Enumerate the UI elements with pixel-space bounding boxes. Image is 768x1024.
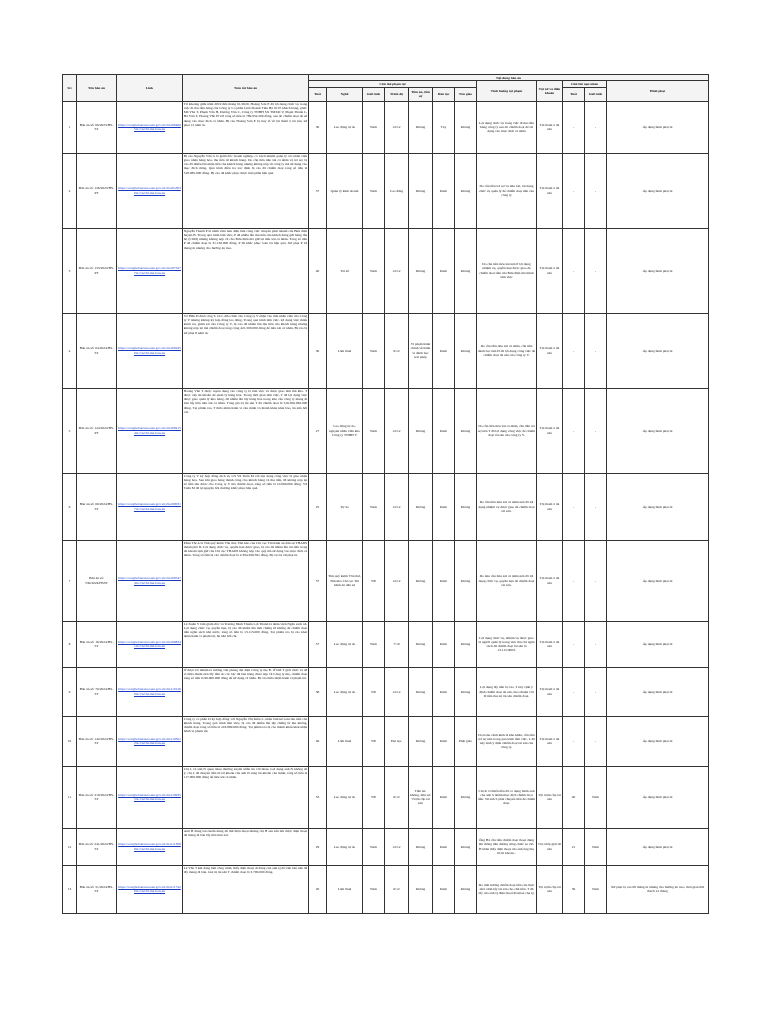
- cell-education: 6/12: [385, 865, 409, 913]
- header-victim: Chủ thể nạn nhân: [563, 81, 607, 87]
- cell-penalty: Áp dụng hình phạt tù: [607, 313, 709, 388]
- cell-victim-gender: -: [585, 473, 607, 540]
- table-row: [63, 540, 709, 621]
- cell-record: Vi phạm hành chính về hành vi đánh bạc trái phép: [409, 313, 433, 388]
- cell-situation: Do cần tiền tiêu xài cá nhân nên đã lợi dụng nhiệm vụ được giao để chiếm đoạt tài sản.: [477, 473, 537, 540]
- cell-penalty: Áp dụng hình phạt tù: [607, 388, 709, 473]
- cell-victim-gender: -: [585, 228, 607, 313]
- cell-penalty: Áp dụng hình phạt tù: [607, 101, 709, 153]
- cell-gender: Nam: [363, 473, 385, 540]
- cell-penalty: Áp dụng hình phạt tù: [607, 621, 709, 667]
- cell-stt: 10: [63, 716, 77, 766]
- cell-ethnicity: Kinh: [433, 621, 455, 667]
- cell-ethnicity: Kinh: [433, 153, 455, 228]
- cell-gender: Nam: [363, 621, 385, 667]
- cell-verdict-name: Bản án số: 06/2023/HS-ST: [77, 101, 117, 153]
- cell-crime: Tội tham ô tài sản: [537, 153, 563, 228]
- header-religion: Tôn giáo: [455, 87, 477, 101]
- cell-penalty: Áp dụng hình phạt tù: [607, 828, 709, 865]
- cell-victim-age: 39: [563, 865, 585, 913]
- cell-verdict-name: Bản án số: 60/2024/HS-ST: [77, 473, 117, 540]
- cell-gender: Nữ: [363, 540, 385, 621]
- cell-victim-gender: -: [585, 540, 607, 621]
- cell-verdict-name: Bản án số: 219/2024/HS-ST: [77, 766, 117, 828]
- cell-ethnicity: Kinh: [433, 716, 455, 766]
- cell-victim-age: -: [563, 228, 585, 313]
- header-penalty: Hình phạt: [607, 81, 709, 101]
- cell-religion: Không: [455, 865, 477, 913]
- cell-situation: Do tính hướng chiếm đoạt tiền của thực nhờ cảnh lấy tài sản cho chủ tiền. T đã lấy của anh Q điện thoại Promax của Q.: [477, 865, 537, 913]
- header-education: Trình độ: [385, 87, 409, 101]
- cell-summary: Nguyễn Thanh P là nhân viên bưu điện làm công việc chuyển phát nhanh của Bưu điện huyện B. Trong quá trình làm việc, P đã nhiều lần thu tiền của khách hàng gửi hàng thu hộ (COD) nhưng không nộp về cho Bưu điện mà giữ lại tiêu xài cá nhân. Tổng số tiền P đã chiếm đoạt là 31.130.000 đồng. P đã khắc phục toàn bộ hậu quả. Xử phạt P 24 tháng tù nhưng cho hưởng án treo.: [183, 228, 309, 313]
- cell-record: Không: [409, 153, 433, 228]
- cell-verdict-link[interactable]: https://congbobanan.toaan.gov.vn/2ta10a3030t1cvn/chi-tiet-ban-an: [117, 153, 183, 228]
- table-row: [63, 473, 709, 540]
- cell-verdict-link[interactable]: https://congbobanan.toaan.gov.vn/2ta1109355t1cvn/chi-tiet-ban-an: [117, 766, 183, 828]
- cell-verdict-link[interactable]: https://congbobanan.toaan.gov.vn/2ta1082154t1cvn/chi-tiet-ban-an: [117, 388, 183, 473]
- cell-record: Không: [409, 540, 433, 621]
- cell-age: 37: [309, 153, 327, 228]
- cell-age: 30: [309, 101, 327, 153]
- cell-job: Lao động tự do: [327, 101, 363, 153]
- cell-stt: 11: [63, 766, 77, 828]
- cell-penalty: Áp dụng hình phạt tù: [607, 153, 709, 228]
- cell-age: 46: [309, 716, 327, 766]
- cell-age: 33: [309, 766, 327, 828]
- cell-age: 27: [309, 388, 327, 473]
- cell-gender: Nữ: [363, 766, 385, 828]
- cell-crime: Tội trộm cắp tài sản: [537, 865, 563, 913]
- cell-gender: Nam: [363, 828, 385, 865]
- cell-victim-gender: Nam: [585, 766, 607, 828]
- cell-religion: Không: [455, 540, 477, 621]
- cell-situation: Chị K vì thiếu tiền đã có dụng hành anh của anh S nhằm mục đích chiếm đoạt tiền. Sử anh S phát chuyển tiền để chiếm đoạt.: [477, 766, 537, 828]
- header-verdict-name: Tên bản án: [77, 75, 117, 102]
- cell-crime: Tội tham ô tài sản: [537, 540, 563, 621]
- cell-ethnicity: Kinh: [433, 388, 455, 473]
- cell-summary: Lê Xuân V làm giám đốc và Trương Đình Thuần Lợi Thành là nhân viên Ngân sách xã. Lợi dụng chức vụ, quyền hạn, bị cáo đã nhiều lần làm chứng từ khống để chiếm đoạt tiền ngân sách nhà nước, tổng số tiền là 13.115.000 đồng. Tại phiên tòa bị cáo khai nhận hành vi phạm tội, ăn năn hối cải.: [183, 621, 309, 667]
- header-gender: Giới tính: [363, 87, 385, 101]
- cell-gender: Nam: [363, 388, 385, 473]
- cell-victim-age: -: [563, 621, 585, 667]
- cell-gender: Nữ: [363, 667, 385, 716]
- cell-summary: Bị cáo Nguyễn Văn G là giám đốc doanh nghiệp, có trách nhiệm quản lý các nhân viên giao nhận hàng hóa, thu tiền từ khách hàng. Do cần tiền tiêu xài cá nhân và trả nợ, bị cáo đã nhiều lần nhận tiền của khách hàng nhưng không nộp về công ty mà sử dụng vào mục đích riêng. Quá trình điều tra xác định bị cáo đã chiếm đoạt tổng số tiền là 518.985.000 đồng. Bị cáo đã khắc phục được một phần hậu quả.: [183, 153, 309, 228]
- cell-job: Làm thuê: [327, 313, 363, 388]
- cell-ethnicity: Kinh: [433, 667, 455, 716]
- cell-stt: 8: [63, 621, 77, 667]
- cell-job: Lao động tự do, nguyên nhân viên kho Công ty TNHH V: [327, 388, 363, 473]
- header-situation: Tình huống tội phạm: [477, 81, 537, 101]
- cell-crime: Tội tham ô tài sản: [537, 388, 563, 473]
- cell-religion: Không: [455, 101, 477, 153]
- cell-victim-age: -: [563, 540, 585, 621]
- cell-record: Không: [409, 101, 433, 153]
- cell-crime: Tội tham ô tài sản: [537, 228, 563, 313]
- table-row: [63, 621, 709, 667]
- cell-religion: Không: [455, 828, 477, 865]
- cell-gender: Nam: [363, 865, 385, 913]
- table-row: [63, 865, 709, 913]
- cell-summary: Công ty V ký hợp đồng dịch vụ với Vũ Tuấn M với nội dung công việc là giao nhận hàng hóa. Sau khi giao hàng thành công cho khách hàng và thu tiền, M không nộp lại số tiền thu được cho Công ty V mà chiếm đoạt, tổng số tiền là 10.060.000 đồng. Vũ Tuấn M đã tự nguyện bồi thường khắc phục hậu quả.: [183, 473, 309, 540]
- table-row: [63, 388, 709, 473]
- cell-crime: Tội trộm cắp tài sản: [537, 766, 563, 828]
- cell-victim-age: -: [563, 716, 585, 766]
- cell-job: Quản lý kinh doanh: [327, 153, 363, 228]
- cell-victim-gender: -: [585, 716, 607, 766]
- cell-verdict-link[interactable]: https://congbobanan.toaan.gov.vn/2ta1113089t1cvn/chi-tiet-ban-an: [117, 828, 183, 865]
- cell-verdict-name: Bản án số: 126/2023/HS-PT: [77, 153, 117, 228]
- cell-gender: Nữ: [363, 716, 385, 766]
- cell-verdict-name: Bản án số: 530/2024/HSST: [77, 540, 117, 621]
- cell-record: Không: [409, 473, 433, 540]
- cell-crime: Tội tham ô tài sản: [537, 101, 563, 153]
- header-stt: Stt: [63, 75, 77, 102]
- cell-crime: Tội tham ô tài sản: [537, 473, 563, 540]
- cell-situation: Do cần tiền trả nợ và tiêu xài, lợi dụng chức vụ quản lý để chiếm đoạt tiền của công ty: [477, 153, 537, 228]
- cell-gender: Nam: [363, 228, 385, 313]
- cell-victim-gender: -: [585, 313, 607, 388]
- cell-age: 57: [309, 621, 327, 667]
- table-row: [63, 313, 709, 388]
- table-row: [63, 153, 709, 228]
- cell-job: Tự do: [327, 473, 363, 540]
- cell-verdict-link[interactable]: https://congbobanan.toaan.gov.vn/2ta1101260t1cvn/chi-tiet-ban-an: [117, 667, 183, 716]
- cell-job: Tài xế: [327, 228, 363, 313]
- table-row: [63, 228, 709, 313]
- cell-age: 37: [309, 540, 327, 621]
- cell-victim-gender: -: [585, 388, 607, 473]
- cell-crime: Tội cướp giật tài sản: [537, 828, 563, 865]
- cell-victim-gender: -: [585, 621, 607, 667]
- cell-victim-gender: -: [585, 101, 607, 153]
- cell-religion: Không: [455, 228, 477, 313]
- header-offender: Chủ thể phạm tội: [309, 81, 477, 87]
- cell-stt: 9: [63, 667, 77, 716]
- cell-situation: Lợi dụng chức vụ trong việc đi thu tiền hàng công ty sau đó chiếm đoạt để sử dụng vào mục đích cá nhân: [477, 101, 537, 153]
- cell-ethnicity: Kinh: [433, 766, 455, 828]
- cell-age: 29: [309, 828, 327, 865]
- cell-verdict-name: Bản án số: 124/2024/HS-PT: [77, 388, 117, 473]
- cell-education: 7/10: [385, 621, 409, 667]
- cell-situation: Do hoàn cảnh kinh tế khó khăn, cần tiền trả nợ nên trong quá trình làm việc, L đã nảy sinh ý định chiếm đoạt tài sản của công ty.: [477, 716, 537, 766]
- cell-job: Lao động tự do: [327, 766, 363, 828]
- header-ethnicity: Dân tộc: [433, 87, 455, 101]
- cell-religion: Không: [455, 313, 477, 388]
- cell-record: Không: [409, 828, 433, 865]
- cell-verdict-link[interactable]: https://congbobanan.toaan.gov.vn/2ta10b0450t1cvn/chi-tiet-ban-an: [117, 313, 183, 388]
- cell-summary: Công ty cổ phần D ký hợp đồng với Nguyễn Thị Kiều L, nhận làm kế toán thu tiền của khách hàng. Trong quá trình làm việc, bị cáo đã nhiều lần lập chứng từ thu khống, chiếm đoạt tổng số tiền là 216.809.600 đồng. Tại phiên tòa bị cáo thành khẩn khai nhận hành vi phạm tội.: [183, 716, 309, 766]
- cell-record: Tiền án: không, tiền sự: 'Trộm cắp tài sản': [409, 766, 433, 828]
- cell-gender: Nam: [363, 101, 385, 153]
- cell-job: Thủ quỹ kiêm Văn thư, Thủ kho Chi cục Thi hành án dân sự: [327, 540, 363, 621]
- cell-stt: 12: [63, 828, 77, 865]
- cell-penalty: Áp dụng hình phạt tù: [607, 667, 709, 716]
- cell-crime: Tội tham ô tài sản: [537, 621, 563, 667]
- cell-education: 12/12: [385, 388, 409, 473]
- cell-age: 38: [309, 667, 327, 716]
- cell-education: 6/12: [385, 766, 409, 828]
- cell-education: 12/12: [385, 228, 409, 313]
- cell-victim-age: -: [563, 101, 585, 153]
- cell-education: Đại học: [385, 716, 409, 766]
- header-record: Tiền án, tiền sự: [409, 87, 433, 101]
- header-victim-gender: Giới tính: [585, 87, 607, 101]
- cell-verdict-link[interactable]: https://congbobanan.toaan.gov.vn/2ta1090317t1cvn/chi-tiet-ban-an: [117, 473, 183, 540]
- cell-victim-gender: -: [585, 153, 607, 228]
- cell-verdict-link[interactable]: https://congbobanan.toaan.gov.vn/2ta1095474t1cvn/chi-tiet-ban-an: [117, 540, 183, 621]
- cell-penalty: Áp dụng hình phạt tù: [607, 473, 709, 540]
- cell-religion: Không: [455, 766, 477, 828]
- cell-education: 9/12: [385, 313, 409, 388]
- cell-verdict-link[interactable]: https://congbobanan.toaan.gov.vn/2ta1064005t1cvn/chi-tiet-ban-an: [117, 101, 183, 153]
- header-crime: Tội xử và điều khoản: [537, 81, 563, 101]
- cell-victim-gender: -: [585, 667, 607, 716]
- cell-record: Không: [409, 716, 433, 766]
- cell-religion: Không: [455, 153, 477, 228]
- verdict-table: [62, 74, 709, 914]
- cell-record: Không: [409, 621, 433, 667]
- cell-ethnicity: Kinh: [433, 228, 455, 313]
- cell-victim-age: -: [563, 388, 585, 473]
- cell-summary: Chị L và anh N quen nhau thường xuyên nhắn tin với nhau. Lợi dụng anh N không để ý, chị L đã chuyển tiền từ tài khoản của anh N sang tài khoản của mình, tổng số tiền là 117.000.000 đồng để tiêu xài cá nhân.: [183, 766, 309, 828]
- cell-summary: Hoàng Văn T được tuyển dụng vào công ty là làm việc và được giao làm thủ kho. T được cấp tài khoản để quản lý hàng hóa. Trong thời gian làm việc, T đã lợi dụng việc được giao quản lý kho hàng, đã nhiều lần lấy hàng hóa trong kho của công ty mang đi bán lấy tiền tiêu xài cá nhân. Tổng giá trị tài sản T đã chiếm đoạt là 316.056.062.000 đồng. Tại phiên tòa, T thừa nhận hành vi của mình và thành khẩn khai báo, ăn năn hối cải.: [183, 388, 309, 473]
- cell-stt: 1: [63, 101, 77, 153]
- cell-summary: Lê Văn T khi đang làm công trình, thấy điện thoại di động của anh Q để trên bàn nên đã lấy mang đi bán. Giá trị tài sản T chiếm đoạt là 3.700.000 đồng.: [183, 865, 309, 913]
- cell-job: Lao động tự do: [327, 667, 363, 716]
- cell-job: Làm thuê: [327, 865, 363, 913]
- cell-victim-age: -: [563, 473, 585, 540]
- cell-job: Lao động tự do: [327, 828, 363, 865]
- cell-religion: Không: [455, 473, 477, 540]
- header-link: Link: [117, 75, 183, 102]
- cell-age: 25: [309, 473, 327, 540]
- cell-job: Làm thuê: [327, 716, 363, 766]
- header-content: Nội dung bản án: [309, 75, 709, 81]
- cell-ethnicity: Kinh: [433, 828, 455, 865]
- table-row: [63, 667, 709, 716]
- cell-verdict-link[interactable]: https://congbobanan.toaan.gov.vn/2ta1117420t1cvn/chi-tiet-ban-an: [117, 865, 183, 913]
- cell-verdict-name: Bản án số: 51/2024/HS-ST: [77, 865, 117, 913]
- cell-victim-gender: Nam: [585, 828, 607, 865]
- cell-summary: Từ khoảng giữa năm 2019 đến tháng 01/2020, Hoàng Sơn E đã lợi dụng chức vụ trong việc đi thu tiền hàng của Công ty Cổ phần Liên Doanh Tiêu Hà từ 07 khách hàng, gồm: Mã Văn T, Phạm Văn H, Dương Văn C, Công ty TNHH SX TMXD V, Phạm Thành L, Hà Văn T, Hoàng Văn H với tổng số tiền là 789.952.200 đồng, sau đó chiếm đoạt để sử dụng vào mục đích cá nhân. Bị cáo Hoàng Sơn E bị truy tố về tội tham ô tài sản, xử phạt 15 năm tù.: [183, 101, 309, 153]
- cell-stt: 6: [63, 473, 77, 540]
- header-job: Nghề: [327, 87, 363, 101]
- cell-situation: Ông Hà cần tiền chiếm đoạt thoại dùng lừa thông tiền đường cùng chiếc xe ôtô. H nhân thấy điện thoại của anh ông thụ từ tài khoản...: [477, 828, 537, 865]
- cell-religion: Không: [455, 388, 477, 473]
- cell-ethnicity: Tày: [433, 101, 455, 153]
- cell-crime: Tội tham ô tài sản: [537, 716, 563, 766]
- cell-victim-age: 40: [563, 766, 585, 828]
- cell-stt: 5: [63, 388, 77, 473]
- cell-stt: 13: [63, 865, 77, 913]
- cell-situation: Lợi dụng lấy tiền bị cáo, T này vịnh ý định chiếm đoạt tài sản, theo thuận với D tiền thu nộ tài sản chiếm đoạt.: [477, 667, 537, 716]
- cell-age: 30: [309, 313, 327, 388]
- cell-situation: Do cần tiền tiêu xài cá nhân, cần tiền đánh bạc nên Đ đã lợi dụng công việc để chiếm đoạt tài sản của công ty V.: [477, 313, 537, 388]
- header-age: Tuổi: [309, 87, 327, 101]
- cell-ethnicity: Kinh: [433, 473, 455, 540]
- table-row: [63, 766, 709, 828]
- cell-situation: Do nhu cầu tiêu xài cá nhân nên đã lợi dụng chức vụ, quyền hạn để chiếm đoạt tài sản.: [477, 540, 537, 621]
- cell-penalty: Áp dụng hình phạt tù: [607, 540, 709, 621]
- cell-verdict-link[interactable]: https://congbobanan.toaan.gov.vn/2ta1105012t1cvn/chi-tiet-ban-an: [117, 716, 183, 766]
- cell-education: 12/12: [385, 828, 409, 865]
- header-summary: Tóm tắt bản án: [183, 75, 309, 102]
- cell-victim-gender: Nam: [585, 865, 607, 913]
- table-row: [63, 828, 709, 865]
- cell-gender: Nam: [363, 153, 385, 228]
- cell-stt: 2: [63, 153, 77, 228]
- cell-summary: Phan Thị A là Thủ quỹ kiêm Văn thư, Thủ kho của Chi cục Thi hành án dân sự THADS thành phố D. Lợi dụng chức vụ, quyền hạn được giao, bị cáo đã nhiều lần rút tiền trong tài khoản tạm giữ của Chi cục THADS không nộp vào quỹ mà sử dụng vào mục đích cá nhân. Tổng số tiền bị cáo chiếm đoạt là 2.394.299.591 đồng. Bị cáo bị xử phạt tù.: [183, 540, 309, 621]
- cell-summary: Ở được bố nhiệm là trưởng văn phòng đại diện Công ty mẹ B. Ở biết T giới chức và đã vi thừa thuận nên lấy tiền do các bác đã bán hàng chưa nộp về Công ty mẹ, chiếm đoạt tổng số tiền là 96.000.000 đồng để sử dụng cá nhân. Bị cáo thừa nhận hành vi phạm tội.: [183, 667, 309, 716]
- cell-verdict-link[interactable]: https://congbobanan.toaan.gov.vn/2ta1098341t1cvn/chi-tiet-ban-an: [117, 621, 183, 667]
- cell-record: Không: [409, 388, 433, 473]
- cell-penalty: Áp dụng hình phạt tù: [607, 766, 709, 828]
- cell-religion: Không: [455, 667, 477, 716]
- table-row: [63, 101, 709, 153]
- cell-ethnicity: Kinh: [433, 540, 455, 621]
- table-body: [63, 101, 709, 913]
- cell-religion: Không: [455, 621, 477, 667]
- cell-summary: Anh H dùng bảo hiểm dùng để thử điện thoại nhưng chị H sau khi lừa được điện thoại đã mang đi bán lấy tiền tiêu xài.: [183, 828, 309, 865]
- cell-ethnicity: Kinh: [433, 313, 455, 388]
- cell-record: Không: [409, 667, 433, 716]
- cell-verdict-name: Bản án số: 142/2024/HS-ST: [77, 716, 117, 766]
- cell-situation: Do cần tiền tiêu xài cá nhân, cần tiền trả nợ nên T đã lợi dụng công việc để chiếm đoạt tài sản của công ty V.: [477, 388, 537, 473]
- cell-victim-age: -: [563, 667, 585, 716]
- cell-penalty: Áp dụng hình phạt tù: [607, 716, 709, 766]
- cell-education: 12/12: [385, 667, 409, 716]
- cell-record: Không: [409, 228, 433, 313]
- cell-stt: 7: [63, 540, 77, 621]
- cell-education: 12/12: [385, 473, 409, 540]
- cell-education: 12/12: [385, 101, 409, 153]
- header-victim-age: Tuổi: [563, 87, 585, 101]
- cell-verdict-name: Bản án số: 133/2024/HS-PT: [77, 228, 117, 313]
- cell-situation: Lợi dụng chức vụ, nhiệm vụ được giao là người quản lý trong việc thu chi ngân sách đã chiếm đoạt tài sản là 13.115.000đ.: [477, 621, 537, 667]
- cell-verdict-name: Bản án số: 04/2024/HS-ST: [77, 313, 117, 388]
- cell-religion: Phật giáo: [455, 716, 477, 766]
- cell-age: 40: [309, 228, 327, 313]
- cell-verdict-name: Bản án số: 241/2024/HS-ST: [77, 828, 117, 865]
- cell-verdict-link[interactable]: https://congbobanan.toaan.gov.vn/2ta1073277t1cvn/chi-tiet-ban-an: [117, 228, 183, 313]
- cell-record: Không: [409, 865, 433, 913]
- cell-victim-age: 21: [563, 828, 585, 865]
- cell-penalty: Áp dụng hình phạt tù: [607, 228, 709, 313]
- cell-crime: Tội tham ô tài sản: [537, 313, 563, 388]
- cell-stt: 3: [63, 228, 77, 313]
- cell-education: Cao đẳng: [385, 153, 409, 228]
- cell-gender: Nam: [363, 313, 385, 388]
- cell-victim-age: -: [563, 153, 585, 228]
- cell-summary: Võ Hữu Đ được ông T, bà L đứa chức cho Công ty V nhận vào làm nhân viên của Công ty V nhưng không ký hợp đồng lao động. Trong quá trình làm việc, lợi dụng việc thiếu kiểm tra, giám sát của Công ty V, bị cáo đã nhiều lần thu tiền của khách hàng nhưng không nộp lại mà chiếm đoạt tổng cộng 421.500.000 đồng để tiêu xài cá nhân. Bị cáo bị xử phạt 8 năm tù.: [183, 313, 309, 388]
- cell-age: 20: [309, 865, 327, 913]
- cell-victim-age: -: [563, 313, 585, 388]
- cell-situation: Do cần tiền tiêu xài nên P lợi dụng nhiệm vụ, quyền hạn được giao để chiếm đoạt tiền của Bưu điện mà mình làm việc: [477, 228, 537, 313]
- cell-crime: Tội tham ô tài sản: [537, 667, 563, 716]
- cell-ethnicity: Kinh: [433, 865, 455, 913]
- cell-stt: 4: [63, 313, 77, 388]
- cell-penalty: Xử phạt bị cáo 06 tháng tù nhưng cho hưởng án treo, thời gian thử thách 12 tháng: [607, 865, 709, 913]
- cell-education: 12/12: [385, 540, 409, 621]
- cell-verdict-name: Bản án số: 16/2024/HS-ST: [77, 621, 117, 667]
- cell-verdict-name: Bản án số: 76/2024/HS-ST: [77, 667, 117, 716]
- table-row: [63, 716, 709, 766]
- cell-job: Lao động tự do: [327, 621, 363, 667]
